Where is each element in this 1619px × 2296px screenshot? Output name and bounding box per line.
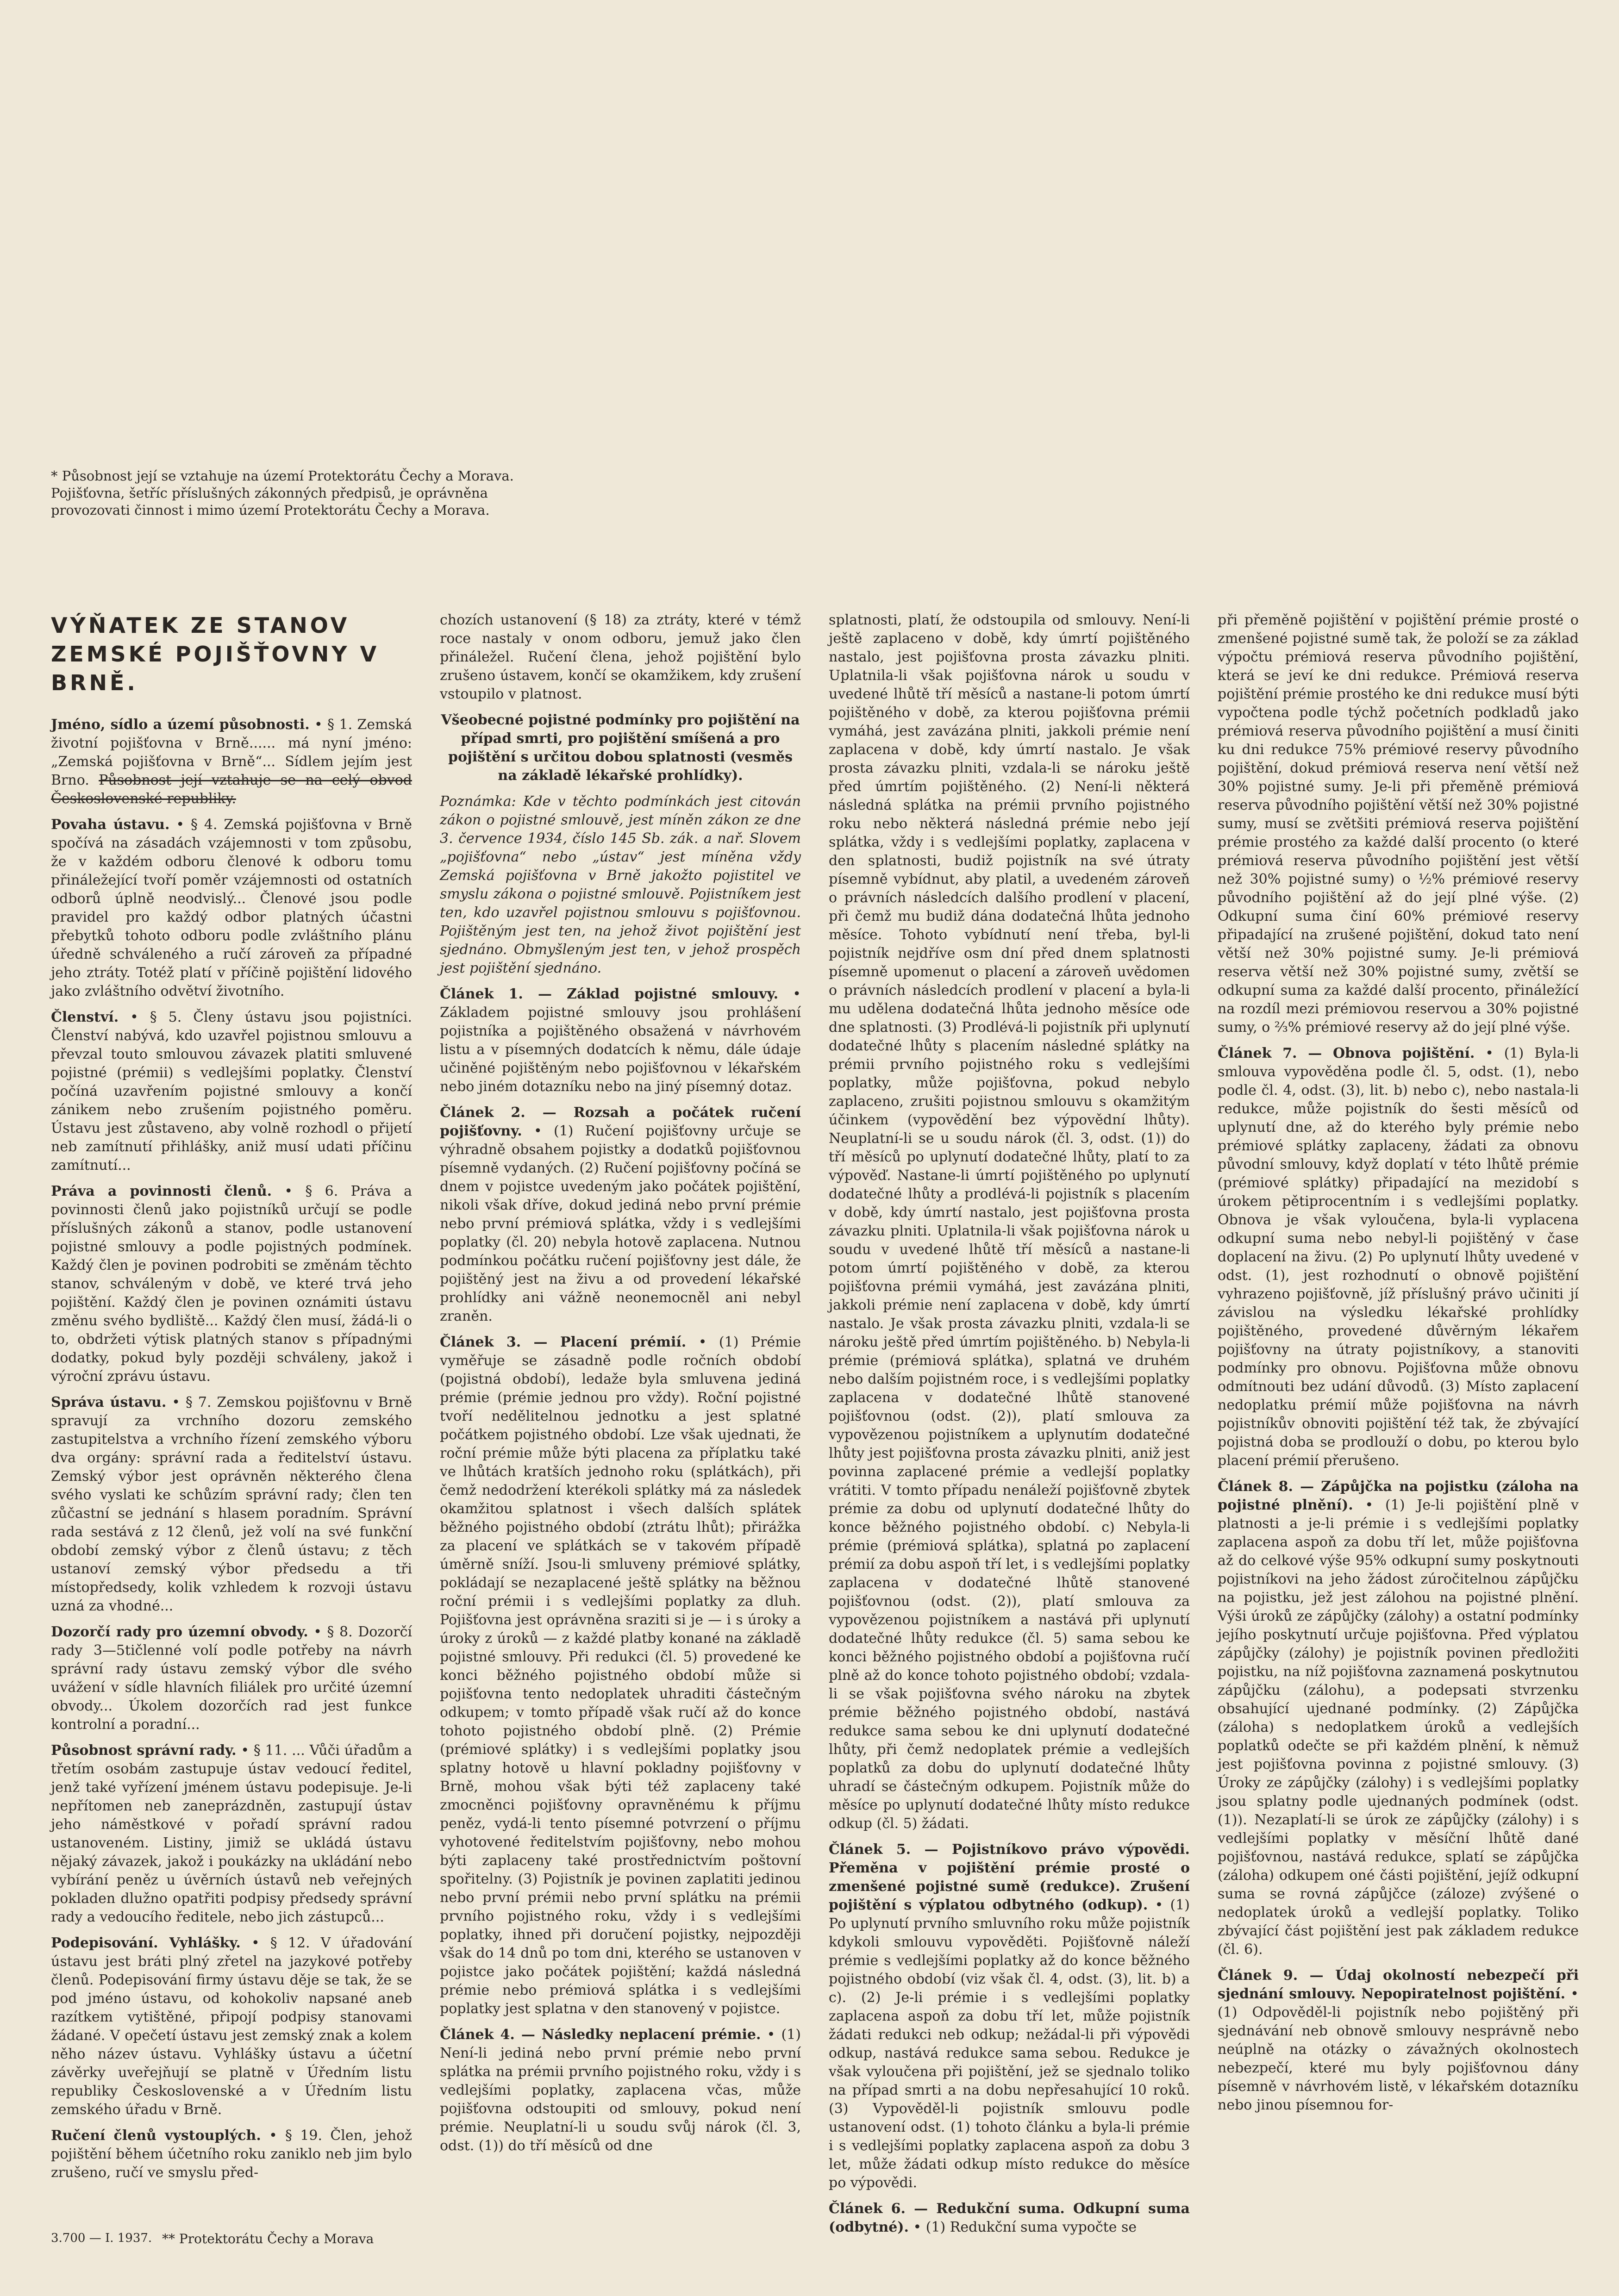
column-1	[51, 611, 412, 2190]
article-title: Článek 9. — Údaj okolností nebezpečí při sjednání smlouvy. Nepopiratelnost pojištění.	[1218, 1967, 1579, 2002]
section-title: Správa ústavu.	[51, 1394, 167, 1410]
conditions-heading: Všeobecné pojistné podmínky pro pojištění na případ smrti, pro pojištění smíšená a pro pojištění s určitou dobou splatnosti (vesměs na základě lékařské prohlídky).	[441, 712, 800, 784]
section-title: Podepisování. Vyhlášky.	[51, 1935, 241, 1951]
article-title: Článek 3. — Placení prémií.	[440, 1334, 687, 1350]
article-4	[440, 2026, 801, 2155]
section-title: Působnost správní rady.	[51, 1742, 237, 1759]
remark-note: Poznámka: Kde v těchto podmínkách jest citován zákon o pojistné smlouvě, jest míněn zákon ze dne 3. července 1934, číslo 145 Sb. zák. a nař. Slovem „pojišťovna“ nebo „ústav“ jest míněna vždy Zemská pojišťovna v Brně jakožto pojistitel ve smyslu zákona o pojistné smlouvě. Pojistníkem jest ten, kdo uzavřel pojistnou smlouvu s pojišťovnou. Pojištěným jest ten, na jehož život pojištění jest sjednáno. Obmyšleným jest ten, v jehož prospěch jest pojištění sjednáno.	[440, 793, 801, 976]
article-text: • (1) Byla-li smlouva vypověděna podle čl. 5, odst. (1), nebo podle čl. 4, odst. (3), lit. b) nebo c), nebo nastala-li redukce, může pojistník do šesti měsíců od uplynutí dne, až do kterého byly prémie nebo prémiové splátky zaplaceny, žádati za obnovu původní smlouvy, když doplatí v této lhůtě prémie (prémiové splátky) připadající na mezidobí s úrokem pětiprocentním i s vedlejšími poplatky. Obnova je však vyloučena, byla-li vyplacena odkupní suma nebo nebyl-li pojištěný v čase doplacení na živu. (2) Po uplynutí lhůty uvedené v odst. (1), jest rozhodnutí o obnově pojištění vyhrazeno pojišťovně, jíž příslušný právo učiniti jí závislou na výsledku lékařské prohlídky pojištěného, provedené důvěrným lékařem pojišťovny na útraty pojistníkovy, a stanoviti podmínky pro obnovu. Pojišťovna může obnovu odmítnouti bez udání důvodů. (3) Místo zaplacení nedoplatku prémií může pojišťovna na návrh pojistníkův obnoviti pojištění též tak, že zbývající pojistná doba se prodlouží o dobu, po kterou bylo placení prémií přerušeno.	[1218, 1045, 1579, 1469]
paragraph: chozích ustanovení (§ 18) za ztráty, které v témž roce nastaly v onom odboru, jemuž jako člen přináležel. Ručení člena, jehož pojištění bylo zrušeno ústavem, končí se okamžikem, kdy zrušení vstoupilo v platnost.	[440, 612, 801, 702]
column-2	[440, 611, 801, 2163]
article-2	[440, 1104, 801, 1326]
section-title: Dozorčí rady pro územní obvody.	[51, 1624, 308, 1640]
article-text: • (1) Redukční suma vypočte se	[913, 2219, 1137, 2235]
struck-text: Působnost její vztahuje se na celý obvod Československé republiky.	[51, 772, 412, 807]
section-title: Členství.	[51, 1009, 119, 1025]
article-title: Článek 5. — Pojistníkovo právo výpovědi. Přeměna v pojištění prémie prosté o zmenšené pojistné sumě (redukce). Zrušení pojištění s výplatou odbytného (odkup).	[829, 1841, 1190, 1913]
section-11	[51, 1741, 412, 1927]
article-5	[829, 1841, 1190, 2192]
article-title: Článek 6. — Redukční suma. Odkupní suma (odbytné).	[829, 2201, 1190, 2235]
article-8	[1218, 1478, 1579, 1959]
article-title: Článek 8. — Zápůjčka na pojistku (záloha na pojistné plnění).	[1218, 1479, 1579, 1513]
article-title: Článek 7. — Obnova pojištění.	[1218, 1045, 1475, 1061]
section-title: Povaha ústavu.	[51, 817, 170, 833]
footnote: ** Protektorátu Čechy a Morava	[162, 2231, 374, 2246]
section-text: • § 8. Dozorčí rady 3—5tičlenné volí podle potřeby na návrh správní rady ústavu zemský výbor dle svého uvážení v sídle hlavních filiálek pro určité územní obvody... Úkolem dozorčích rad jest funkce kontrolní a poradní...	[51, 1624, 412, 1733]
article-text: • (1) Není-li jediná nebo první prémie nebo první splátka na prémii prvního pojistného roku, vždy i s vedlejšími poplatky, zaplacena včas, může pojišťovna odstoupiti od smlouvy, pokud není prémie. Neuplatní-li u soudu svůj nárok (čl. 3, odst. (1)) do tří měsíců od dne	[440, 2027, 801, 2154]
article-text: • (1) Je-li pojištění plně v platnosti a je-li prémie i s vedlejšími poplatky zaplacena aspoň za dobu tří let, může pojišťovna až do celkové výše 95% odkupní sumy poskytnouti pojistníkovi na jeho žádost zúročitelnou zápůjčku na pojistku, jež jest zálohou na pojistné plnění. Výši úroků ze zápůjčky (zálohy) a ostatní podmínky jejího poskytnutí určuje pojišťovna. Před výplatou zápůjčky (zálohy) je pojistník povinen předložiti pojistku, na níž pojišťovna zaznamená poskytnutou zápůjčku (zálohu), a podepsati stvrzenku obsahující ujednané podmínky. (2) Zápůjčka (záloha) s nedoplatkem úroků a vedlejších poplatků odečte se při každém plnění, k němuž jest pojišťovna povinna z pojistné smlouvy. (3) Úroky ze zápůjčky (zálohy) i s vedlejšími poplatky jsou splatny podle ujednaných podmínek (odst. (1)). Nezaplatí-li se úrok ze zápůjčky (zálohy) i s vedlejšími poplatky v měsíční lhůtě dané pojišťovnou, nastává redukce, splatí se zápůjčka (záloha) odkupem oné části pojištění, jejíž odkupní suma se rovná zápůjčce (záloze) zvýšené o nedoplatek úroků a vedlejší poplatky. Toliko zbývající část pojištění jest pak základem redukce (čl. 6).	[1218, 1497, 1579, 1958]
article-title: Článek 4. — Následky neplacení prémie.	[440, 2027, 761, 2043]
column-3	[829, 611, 1190, 2244]
article-1	[440, 985, 801, 1096]
article-text: • (1) Prémie vyměřuje se zásadně podle ročních období (pojistná období), ledaže byla smluvena jediná prémie (prémie jednou pro vždy). Roční pojistné tvoří nedělitelnou jednotku a jest splatné počátkem pojistného období. Lze však ujednati, že roční prémie může býti placena za příplatku také ve lhůtách kratších jednoho roku (splátkách), při čemž nedodržení kterékoli splátky má za následek okamžitou splatnost i všech dalších splátek běžného pojistného období (ztrátu lhůt); přirážka za placení ve splátkách se v takovém případě úměrně sníží. Jsou-li smluveny prémiové splátky, pokládají se nezaplacené ještě splátky na běžnou roční prémii i s vedlejšími poplatky za dluh. Pojišťovna jest oprávněna sraziti si je — i s úroky a úroky z úroků — z každé platby konané na základě pojistné smlouvy. Při redukci (čl. 5) provedené ke konci běžného pojistného období může si pojišťovna tento nedoplatek uhraditi částečným odkupem; v tomto případě však ručí až do konce tohoto pojistného období plně. (2) Prémie (prémiové splátky) i s vedlejšími poplatky jsou splatny hotově u hlavní pokladny pojišťovny v Brně, mohou však býti též zaplaceny také zmocněnci pojišťovny opravněnému k příjmu peněz, vydá-li tento písemné potvrzení o příjmu vyhotovené ředitelstvím pojišťovny, nebo mohou býti zaplaceny také prostřednictvím poštovní spořitelny. (3) Pojistník je povinen zaplatiti jedinou nebo první prémii nebo první splátku na prémii prvního pojistného roku, vždy i s vedlejšími poplatky, ihned při doručení pojistky, nejpozději však do 14 dnů po tom dni, kterého se ustanoven v pojistce jako počátek pojištění; každá následná prémie nebo prémiová splátka i s vedlejšími poplatky jest splatna v den stanovený v pojistce.	[440, 1334, 801, 2017]
article-text: • Základem pojistné smlouvy jsou prohlášení pojistníka a pojištěného obsažená v návrhovém listu a v písemných dodatcích k němu, dále údaje učiněné pojištěným nebo pojišťovnou v lékařském nebo jiném dotazníku nebo na jiný písemný dotaz.	[440, 986, 801, 1095]
column-4	[1218, 611, 1579, 2122]
section-7	[51, 1393, 412, 1616]
print-imprint: 3.700 — I. 1937.	[51, 2231, 152, 2245]
article-7	[1218, 1044, 1579, 1470]
section-text: • § 5. Členy ústavu jsou pojistníci. Členství nabývá, kdo uzavřel pojistnou smlouvu a převzal touto smlouvou závazek platiti smluvené pojistné (prémii) s vedlejšími poplatky. Členství počíná uzavřením pojistné smlouvy a končí zánikem nebo zrušením pojistného poměru. Ústavu jest zůstaveno, aby volně rozhodl o přijetí neb zamítnutí přihlášky, aniž musí udati příčinu zamítnutí...	[51, 1009, 412, 1173]
article-title: Článek 1. — Základ pojistné smlouvy.	[440, 986, 779, 1002]
top-note: * Působnost její se vztahuje na území Protektorátu Čechy a Morava. Pojišťovna, šetříc příslušných zákonných předpisů, je oprávněna provozovati činnost i mimo území Protektorátu Čechy a Morava.	[51, 468, 514, 518]
section-text: • § 4. Zemská pojišťovna v Brně spočívá na zásadách vzájemnosti v tom způsobu, že v každém odboru členové k odboru tomu přináležející tvoří poměr vzájemnosti od ostatních odborů úplně neodvislý... Členové jsou podle pravidel pro každý odbor platných účastni přebytků tohoto odboru podle zvláštního plánu úředně schváleného a ručí zároveň za případné jeho ztráty. Totéž platí v příčině pojištění lidového jako zvláštního odvětví životního.	[51, 817, 412, 999]
article-title: Článek 2. — Rozsah a počátek ručení pojišťovny.	[440, 1104, 801, 1139]
article-9	[1218, 1966, 1579, 2115]
section-text: • § 11. ... Vůči úřadům a třetím osobám zastupuje ústav vedoucí ředitel, jenž také vyřízení jménem ústavu podepisuje. Je-li nepřítomen neb zaneprázdněn, zastupují ústav jeho náměstkové v pořadí správní radou ustanoveném. Listiny, jimiž se ukládá ústavu nějaký závazek, jakož i poukázky na ukládání nebo vybírání peněz u úvěrních ústavů neb veřejných pokladen dlužno opatřiti podpisy předsedy správní rady a vedoucího ředitele, nebo jich zástupců...	[51, 1742, 412, 1925]
section-6	[51, 1182, 412, 1386]
article-text: • (1) Odpověděl-li pojistník nebo pojištěný při sjednávání neb obnově smlouvy nesprávně nebo neúplně na otázky o závažných okolnostech nebezpečí, které mu byly pojišťovnou dány písemně v návrhovém listě, v lékařském dotazníku nebo jinou písemnou for-	[1218, 1986, 1579, 2113]
article-3	[440, 1333, 801, 2018]
section-text: • § 7. Zemskou pojišťovnu v Brně spravují za vrchního dozoru zemského zastupitelstva a vrchního řízení zemského výboru dva orgány: správní rada a ředitelství ústavu. Zemský výbor jest oprávněn některého člena svého vyslati ke schůzím správní rady; člen ten zůčastní se jednání s hlasem poradním. Správní rada sestává z 12 členů, jež volí na své funkční období zemský výbor z členů ústavu; z těch ustanoví zemský výbor předsedu a tři místopředsedy, kolik vzhledem k rozvoji ústavu uzná za vhodné...	[51, 1394, 413, 1614]
section-12	[51, 1934, 412, 2119]
paragraph: při přeměně pojištění v pojištění prémie prosté o zmenšené pojistné sumě tak, že položí se za základ výpočtu prémiová reserva původního pojištění, která se jeví ke dni redukce. Prémiová reserva pojištění prémie prostého ke dni redukce musí býti vypočtena podle týchž početních podkladů jako prémiová reserva původního pojištění a musí činiti ku dni redukce 75% prémiové reservy původního pojištění, dokud prémiová reserva není větší než 30% pojistné sumy. Je-li při přeměně prémiová reserva původního pojištění větší než 30% pojistné sumy, musí se zvětšiti prémiová reserva pojištění prémie prostého za každé další procento (o které prémiová reserva původního pojištění jest větší než 30% pojistné sumy) o ½% prémiové reservy původního pojištění až do její plné výše. (2) Odkupní suma činí 60% prémiové reservy připadající na zrušené pojištění, dokud tato není větší než 30% pojistné sumy. Je-li prémiová reserva větší než 30% pojistné sumy, zvětší se odkupní suma za každé další procento, přináležící na rozdíl mezi prémiovou reservou a 30% pojistné sumy, o ⅔% prémiové reservy až do její plné výše.	[1218, 612, 1579, 1036]
section-8	[51, 1623, 412, 1734]
section-text: • § 12. V úřadování ústavu jest bráti plný zřetel na jazykové potřeby členů. Podepisování firmy ústavu děje se tak, že se pod jméno ústavu, od kohokoliv napsané aneb razítkem vytištěné, připojí podpisy stanovami žádané. V opečetí ústavu jest zemský znak a kolem něho název ústavu. Vyhlášky ústavu a účetní závěrky uveřejňují se platně v Úředním listu republiky Československé a v Úředním listu zemského úřadu v Brně.	[51, 1935, 412, 2118]
article-6	[829, 2200, 1190, 2237]
section-19	[51, 2127, 412, 2182]
section-title: Jméno, sídlo a území působnosti.	[51, 717, 310, 733]
section-title: Práva a povinnosti členů.	[51, 1183, 272, 1199]
article-text: • (1) Po uplynutí prvního smluvního roku může pojistník kdykoli smlouvu vypověděti. Pojišťovně náleží prémie s vedlejšími poplatky až do konce běžného pojistného období (viz však čl. 4, odst. (3), lit. b) a c). (2) Je-li prémie i s vedlejšími poplatky zaplacena aspoň za dobu tří let, může pojistník žádati redukci neb odkup; nežádal-li při výpovědi odkup, nastává redukce sama sebou. Redukce je však vyloučena při pojištění, jež se sjednalo toliko na případ smrti a na dobu nepřesahující 10 roků. (3) Vypověděl-li pojistník smlouvu podle ustanovení odst. (1) tohoto článku a byla-li prémie i s vedlejšími poplatky zaplacena aspoň za dobu 3 let, může žádati odkup místo redukce do měsíce po výpovědi.	[829, 1897, 1190, 2191]
article-text: • (1) Ručení pojišťovny určuje se výhradně obsahem pojistky a dodatků pojišťovnou písemně vydaných. (2) Ručení pojišťovny počíná se dnem v pojistce uvedeným jako počátek pojištění, nikoli však dříve, dokud jediná nebo první prémie nebo první prémiová splátka, vždy i s vedlejšími poplatky (čl. 20) nebyla hotově zaplacena. Nutnou podmínkou počátku ručení pojišťovny jest dále, že pojištěný jest na živu a od provedení lékařské prohlídky ani vážně neonemocněl ani nebyl zraněn.	[440, 1123, 801, 1324]
section-text: • § 1. Zemská životní pojišťovna v Brně...... má nyní jméno: „Zemská pojišťovna v Brně“... Sídlem jejím jest Brno.	[51, 717, 412, 788]
paragraph: splatnosti, platí, že odstoupila od smlouvy. Není-li ještě zaplaceno v době, kdy úmrtí pojištěného nastalo, jest pojišťovna prosta závazku plniti. Uplatnila-li však pojišťovna nárok u soudu v uvedené lhůtě tří měsíců a nastane-li potom úmrtí pojištěného v době, za kterou pojišťovna prémii vymáhá, jest zavázána plniti, jakkoli prémie není zaplacena v době, kdy úmrtí nastalo. Je však prosta závazku plniti, vzdala-li se nároku ještě před úmrtím pojištěného. (2) Není-li některá následná splátka na prémii prvního pojistného roku nebo některá následná prémie nebo její splátka, vždy i s vedlejšími poplatky, zaplacena v den splatnosti, budiž pojistník na své útraty písemně vybídnut, aby platil, a uvedeném zároveň o právních následcích dalšího prodlení v placení, při čemž mu budiž dána dodatečná lhůta jednoho měsíce. Tohoto vybídnutí není třeba, byl-li pojistník nejdříve osm dní před dnem splatnosti písemně upomenut o placení a zároveň uvědomen o právních následcích prodlení v placení a byla-li mu udělena dodatečná lhůta jednoho měsíce ode dne splatnosti. (3) Prodlévá-li pojistník při uplynutí dodatečné lhůty s placením následné splátky na prémii prvního pojistného roku s vedlejšími poplatky, může pojišťovna, pokud nebylo zaplaceno, zrušiti pojistnou smlouvu s okamžitým účinkem (vypovědění bez výpovědní lhůty). Neuplatní-li se u soudu nárok (čl. 3, odst. (1)) do tří měsíců po uplynutí dodatečné lhůty, platí to za výpověď. Nastane-li úmrtí pojištěného po uplynutí dodatečné lhůty a prodlévá-li pojistník s placením v době, kdy úmrtí nastalo, jest pojišťovna prosta závazku plniti. Uplatnila-li však pojišťovna nárok u soudu v uvedené lhůtě tří měsíců a nastane-li potom úmrtí pojištěného v době, za kterou pojišťovna prémii vymáhá, jest zavázána plniti, jakkoli prémie není zaplacena v době, kdy úmrtí nastalo. Je však prosta závazku plniti, vzdala-li se nároku ještě před úmrtím pojištěného. b) Nebyla-li prémie (prémiová splátka), splatná ve druhém nebo dalším pojistném roce, i s vedlejšími poplatky zaplacena v dodatečné lhůtě stanovené pojišťovnou (odst. (2)), platí smlouva za vypovězenou pojistníkem a uplynutím dodatečné lhůty jest pojišťovna prosta závazku plniti, aniž jest povinna zaplacené prémie a vedlejší poplatky vrátiti. V tomto případu nenáleží pojišťovně zbytek prémie za dobu od uplynutí dodatečné lhůty do konce běžného pojistného období. c) Nebyla-li prémie (prémiová splátka), splatná po zaplacení prémií za dobu aspoň tří let, i s vedlejšími poplatky zaplacena v dodatečné lhůtě stanovené pojišťovnou (odst. (2)), platí smlouva za vypovězenou pojistníkem a nastává při uplynutí dodatečné lhůty redukce (čl. 5) sama sebou ke konci běžného pojistného období a pojišťovna ručí plně až do konce tohoto pojistného období; vzdala-li se však pojišťovna svého nároku na zbytek prémie běžného pojistného období, nastává redukce sama sebou ke dni uplynutí dodatečné lhůty, při čemž nedoplatek prémie a vedlejších poplatků za dobu do uplynutí dodatečné lhůty uhradí se částečným odkupem. Pojistník může do měsíce po uplynutí dodatečné lhůty místo redukce odkup (čl. 5) žádati.	[829, 612, 1190, 1832]
section-text: • § 6. Práva a povinnosti členů jako pojistníků určují se podle příslušných zákonů a stanov, podle ustanovení pojistné smlouvy a podle pojistných podmínek. Každý člen je povinen podrobiti se změnám těchto stanov, schváleným v době, ve které trvá jeho pojištění. Každý člen je povinen oznámiti ústavu změnu svého bydliště... Každý člen musí, žádá-li o to, obdržeti výtisk platných stanov s případnými dodatky, pokud byly později schváleny, jakož i výroční zprávu ústavu.	[51, 1183, 412, 1385]
section-5	[51, 1008, 412, 1175]
section-1	[51, 716, 412, 808]
document-heading: VÝŇATEK ZE STANOV ZEMSKÉ POJIŠŤOVNY V BRNĚ.	[51, 613, 380, 695]
section-4	[51, 816, 412, 1001]
section-title: Ručení členů vystouplých.	[51, 2128, 261, 2144]
section-text: • § 19. Člen, jehož pojištění během účetního roku zaniklo neb jim bylo zrušeno, ručí ve smyslu před-	[51, 2128, 412, 2181]
